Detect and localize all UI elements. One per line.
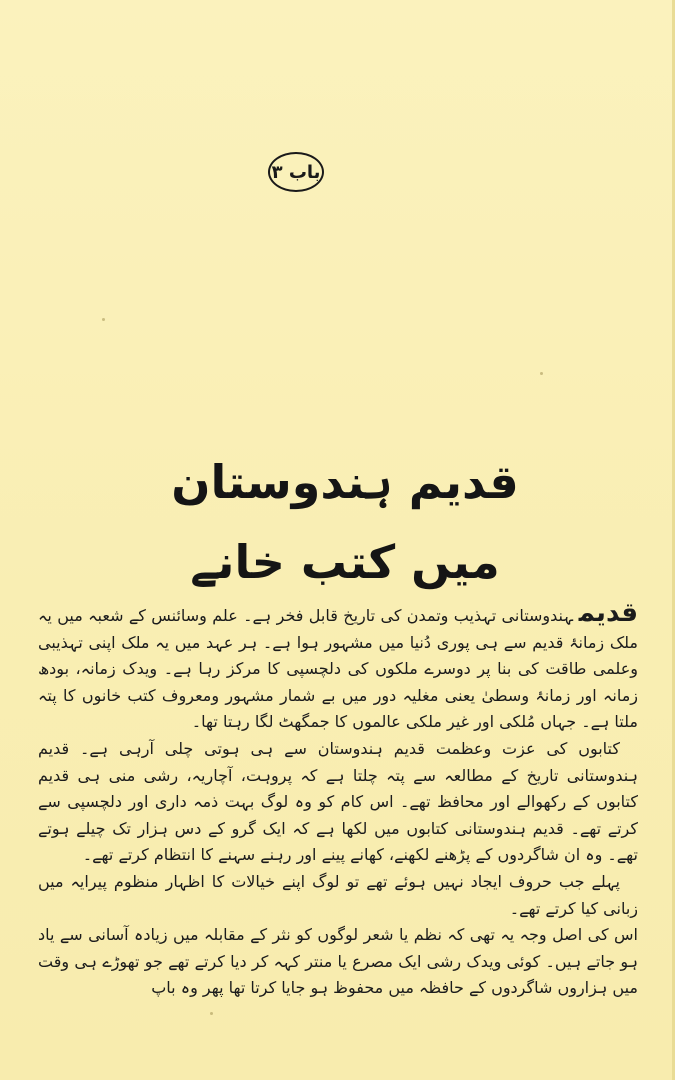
body-text <box>38 600 638 1002</box>
paragraph-1 <box>38 600 638 736</box>
paragraph-4: اس کی اصل وجہ یہ تھی کہ نظم یا شعر لوگوں کو نثر کے مقابلہ میں زیادہ آسانی سے یاد ہو جاتے ہیں۔ کوئی ویدک رشی ایک مصرع یا منتر کہہ کر دیا کرتے تھے جو تھوڑے ہی وقت میں ہزاروں شاگردوں کے حافظہ میں محفوظ ہو جایا کرتا تھا پھر وہ باپ <box>38 925 638 998</box>
chapter-label: باب ۳ <box>271 161 321 183</box>
paper-speck <box>540 372 543 375</box>
paragraph-1-text: ہندوستانی تہذیب وتمدن کی تاریخ قابل فخر ہے۔ علم وسائنس کے شعبہ میں یہ ملک زمانۂ قدیم سے ہی پوری دُنیا میں مشہور ہوا ہے۔ ہر عہد میں یہ ملک اپنی تہذیبی وعلمی طاقت کی بنا پر دوسرے ملکوں کی دلچسپی کا مرکز رہا ہے۔ ویدک زمانہ، بودھ زمانہ اور زمانۂ وسطیٰ یعنی مغلیہ دور میں بے شمار مشہور ومعروف کتب خانوں کا پتہ ملتا ہے۔ جہاں مُلکی اور غیر ملکی عالموں کا جمگھٹ لگا رہتا تھا۔ <box>38 606 638 732</box>
lead-word: قدیم <box>578 598 638 628</box>
paragraph-3: پہلے جب حروف ایجاد نہیں ہوئے تھے تو لوگ اپنے خیالات کا اظہار منظوم پیرایہ میں زبانی کیا کرتے تھے۔ <box>38 871 638 918</box>
paper-speck <box>102 318 105 321</box>
paragraph-2: کتابوں کی عزت وعظمت قدیم ہندوستان سے ہی ہوتی چلی آرہی ہے۔ قدیم ہندوستانی تاریخ کے مطالعہ سے پتہ چلتا ہے کہ پروہت، آچاریہ، رشی منی ہی قدیم کتابوں کے رکھوالے اور محافظ تھے۔ اس کام کو وہ لوگ بہت ذمہ داری اور دلچسپی سے کرتے تھے۔ قدیم ہندوستانی کتابوں میں لکھا ہے کہ ایک گرو کے دس ہزار تک چیلے ہوتے تھے۔ وہ ان شاگردوں کے پڑھنے لکھنے، کھانے پینے اور رہنے سہنے کا انتظام کرتے تھے۔ <box>38 738 638 865</box>
chapter-badge <box>268 152 324 192</box>
chapter-title: قدیم ہندوستان میں کتب خانے <box>171 455 519 589</box>
paper-speck <box>210 1012 213 1015</box>
